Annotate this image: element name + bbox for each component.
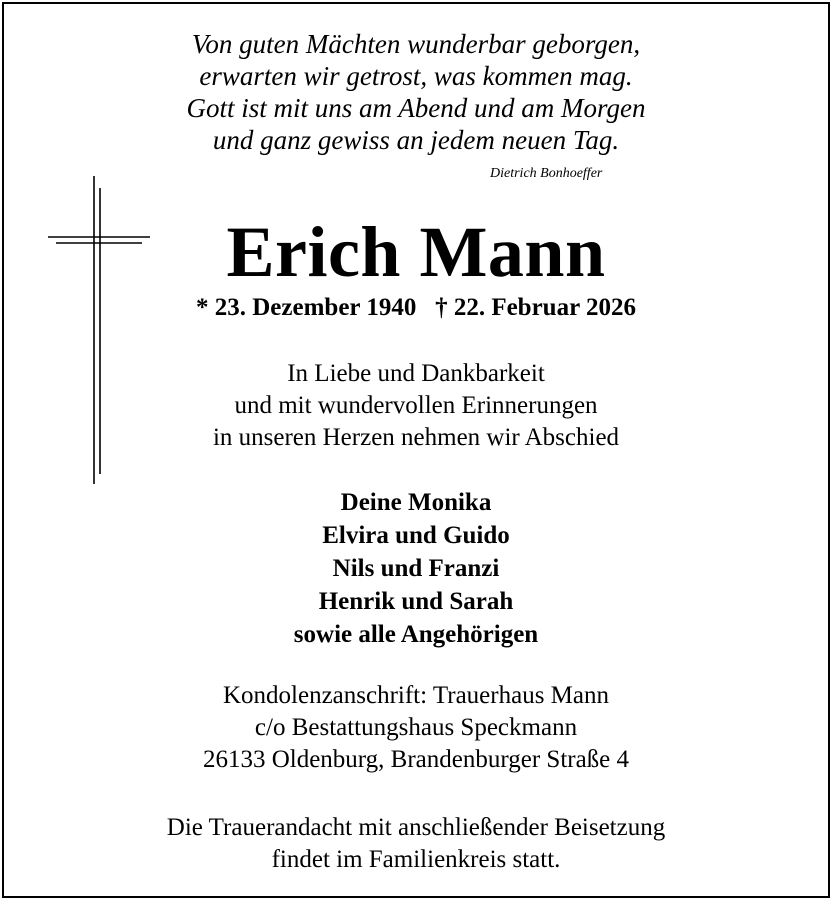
address-line: 26133 Oldenburg, Brandenburger Straße 4 [202,746,630,773]
poem-line: Gott ist mit uns am Abend und am Morgen [186,93,646,123]
poem [0,28,832,156]
notice-line: findet im Familienkreis statt. [271,846,561,873]
service-notice [0,812,832,876]
family-member: Nils und Franzi [332,555,500,582]
family-member: Deine Monika [340,489,492,516]
poem-author: Dietrich Bonhoeffer [490,166,603,181]
deceased-name: Erich Mann [226,212,606,292]
farewell-line: In Liebe und Dankbarkeit [287,360,545,387]
family-member: Henrik und Sarah [318,588,514,615]
farewell-line: und mit wundervollen Erinnerungen [234,392,598,419]
family-member: Elvira und Guido [322,522,510,549]
poem-line: und ganz gewiss an jedem neuen Tag. [212,125,620,155]
notice-line: Die Trauerandacht mit anschließender Beisetzung [166,814,666,841]
farewell-text [0,358,832,454]
address-line: Kondolenzanschrift: Trauerhaus Mann [222,682,610,709]
farewell-line: in unseren Herzen nehmen wir Abschied [212,424,620,451]
family-list [0,486,832,651]
life-dates: * 23. Dezember 1940 † 22. Februar 2026 [196,294,636,321]
poem-line: erwarten wir getrost, was kommen mag. [199,61,633,91]
condolence-address [0,680,832,776]
family-member: sowie alle Angehörigen [293,621,539,648]
address-line: c/o Bestattungshaus Speckmann [254,714,578,741]
poem-line: Von guten Mächten wunderbar geborgen, [191,29,641,59]
